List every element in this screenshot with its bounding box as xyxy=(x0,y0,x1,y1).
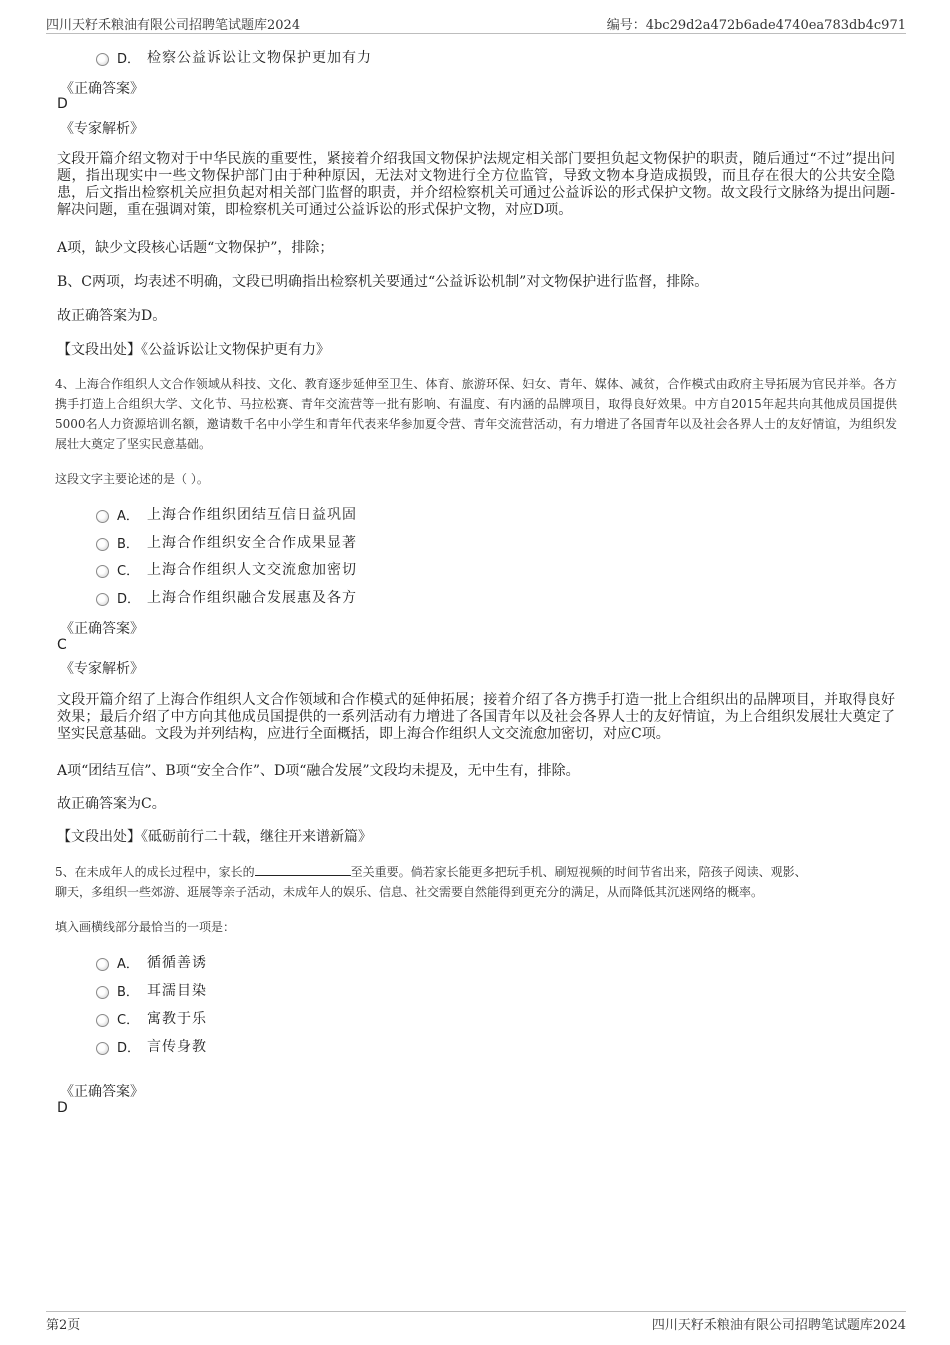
option-text: 寓教于乐 xyxy=(147,1011,207,1027)
q4-analysis-p2: A项“团结互信”、B项“安全合作”、D项“融合发展”文段均未提及，无中生有，排除。 xyxy=(57,763,580,779)
option-letter: A． xyxy=(117,956,139,972)
page-number: 第2页 xyxy=(46,1318,81,1333)
q4-option-d[interactable] xyxy=(96,587,357,607)
footer-title: 四川天籽禾粮油有限公司招聘笔试题库2024 xyxy=(651,1318,906,1333)
option-letter: C． xyxy=(117,563,140,579)
page-header xyxy=(46,14,906,34)
q5-option-d[interactable] xyxy=(96,1036,207,1056)
q3-answer: D xyxy=(57,96,68,112)
radio-icon[interactable] xyxy=(96,538,109,551)
q5-stem-before: 5、在未成年人的成长过程中，家长的 xyxy=(55,865,255,879)
q4-answer-label: 《正确答案》 xyxy=(60,621,144,637)
option-text: 循循善诱 xyxy=(147,955,207,971)
q4-option-a[interactable] xyxy=(96,504,357,524)
radio-icon[interactable] xyxy=(96,53,109,66)
q4-stem: 4、上海合作组织人文合作领域从科技、文化、教育逐步延伸至卫生、体育、旅游环保、妇女、青年、媒体、减贫，合作模式由政府主导拓展为官民并举。各方携手打造上合组织大学、文化节、马拉松赛、青年交流营等一批有影响、有温度、有内涵的品牌项目，取得良好效果。中方自2015年起共向其他成员国提供5000名人力资源培训名额，邀请数千名中小学生和青年代表来华参加夏令营、青年交流营活动，有力增进了各国青年以及社会各界人士的友好情谊，为组织发展壮大奠定了坚实民意基础。 xyxy=(55,377,897,451)
q3-analysis-p2: A项，缺少文段核心话题“文物保护”，排除； xyxy=(57,240,334,256)
page-footer xyxy=(46,1311,906,1331)
radio-icon[interactable] xyxy=(96,1014,109,1027)
q5-stem-line1 xyxy=(55,863,807,880)
q5-stem-after: 至关重要。倘若家长能更多把玩手机、刷短视频的时间节省出来，陪孩子阅读、观影、 xyxy=(350,865,807,879)
q4-analysis-p3: 故正确答案为C。 xyxy=(57,796,166,812)
q5-answer: D xyxy=(57,1100,68,1116)
q3-analysis-p4: 故正确答案为D。 xyxy=(57,308,167,324)
q5-stem-line2: 聊天，多组织一些郊游、逛展等亲子活动，未成年人的娱乐、信息、社交需要自然能得到更充分的满足，从而降低其沉迷网络的概率。 xyxy=(55,885,764,899)
fill-blank xyxy=(255,864,351,876)
option-letter: D． xyxy=(117,51,141,67)
radio-icon[interactable] xyxy=(96,986,109,999)
radio-icon[interactable] xyxy=(96,1042,109,1055)
option-text: 耳濡目染 xyxy=(147,983,207,999)
radio-icon[interactable] xyxy=(96,593,109,606)
q4-question: 这段文字主要论述的是（ ）。 xyxy=(55,472,209,486)
option-letter: B． xyxy=(117,536,139,552)
q3-source: 【文段出处】《公益诉讼让文物保护更有力》 xyxy=(57,342,330,358)
q5-answer-label: 《正确答案》 xyxy=(60,1084,144,1100)
header-title: 四川天籽禾粮油有限公司招聘笔试题库2024 xyxy=(46,18,301,33)
q4-option-b[interactable] xyxy=(96,532,357,552)
option-text: 上海合作组织人文交流愈加密切 xyxy=(147,562,357,578)
q5-question: 填入画横线部分最恰当的一项是： xyxy=(55,920,236,934)
option-letter: C． xyxy=(117,1012,140,1028)
q5-option-a[interactable] xyxy=(96,952,207,972)
q5-option-b[interactable] xyxy=(96,980,207,1000)
q4-source: 【文段出处】《砥砺前行二十载，继往开来谱新篇》 xyxy=(57,829,372,845)
option-letter: B． xyxy=(117,984,139,1000)
option-letter: D． xyxy=(117,1040,141,1056)
q4-analysis-p1: 文段开篇介绍了上海合作组织人文合作领域和合作模式的延伸拓展；接着介绍了各方携手打造一批上合组织出的品牌项目，并取得良好效果；最后介绍了中方向其他成员国提供的一系列活动有力增进了各国青年以及社会各界人士的友好情谊，为上合组织发展壮大奠定了坚实民意基础。文段为并列结构，应进行全面概括，即上海合作组织人文交流愈加密切，对应C项。 xyxy=(57,692,895,742)
q4-answer: C xyxy=(57,637,67,653)
option-text: 检察公益诉讼让文物保护更加有力 xyxy=(147,50,372,66)
q3-answer-label: 《正确答案》 xyxy=(60,81,144,97)
q3-option-d[interactable] xyxy=(96,47,372,67)
radio-icon[interactable] xyxy=(96,958,109,971)
radio-icon[interactable] xyxy=(96,510,109,523)
option-text: 言传身教 xyxy=(147,1039,207,1055)
option-letter: D． xyxy=(117,591,141,607)
q3-analysis-p3: B、C两项，均表述不明确，文段已明确指出检察机关要通过“公益诉讼机制”对文物保护进行监督，排除。 xyxy=(57,274,709,290)
q4-option-c[interactable] xyxy=(96,559,357,579)
q5-option-c[interactable] xyxy=(96,1008,207,1028)
q3-analysis-label: 《专家解析》 xyxy=(60,121,144,137)
option-text: 上海合作组织团结互信日益巩固 xyxy=(147,507,357,523)
option-text: 上海合作组织融合发展惠及各方 xyxy=(147,590,357,606)
option-letter: A． xyxy=(117,508,139,524)
q3-analysis-p1: 文段开篇介绍文物对于中华民族的重要性，紧接着介绍我国文物保护法规定相关部门要担负起文物保护的职责，随后通过“不过”提出问题，指出现实中一些文物保护部门由于种种原因，无法对文物进行全方位监管，导致文物本身造成损毁，而且存在很大的公共安全隐患，后文指出检察机关应担负起对相关部门监督的职责，并介绍检察机关可通过公益诉讼的形式保护文物。故文段行文脉络为提出问题-解决问题，重在强调对策，即检察机关可通过公益诉讼的形式保护文物，对应D项。 xyxy=(57,151,895,218)
option-text: 上海合作组织安全合作成果显著 xyxy=(147,535,357,551)
header-doc-id: 编号：4bc29d2a472b6ade4740ea783db4c971 xyxy=(606,18,906,33)
radio-icon[interactable] xyxy=(96,565,109,578)
q4-analysis-label: 《专家解析》 xyxy=(60,661,144,677)
